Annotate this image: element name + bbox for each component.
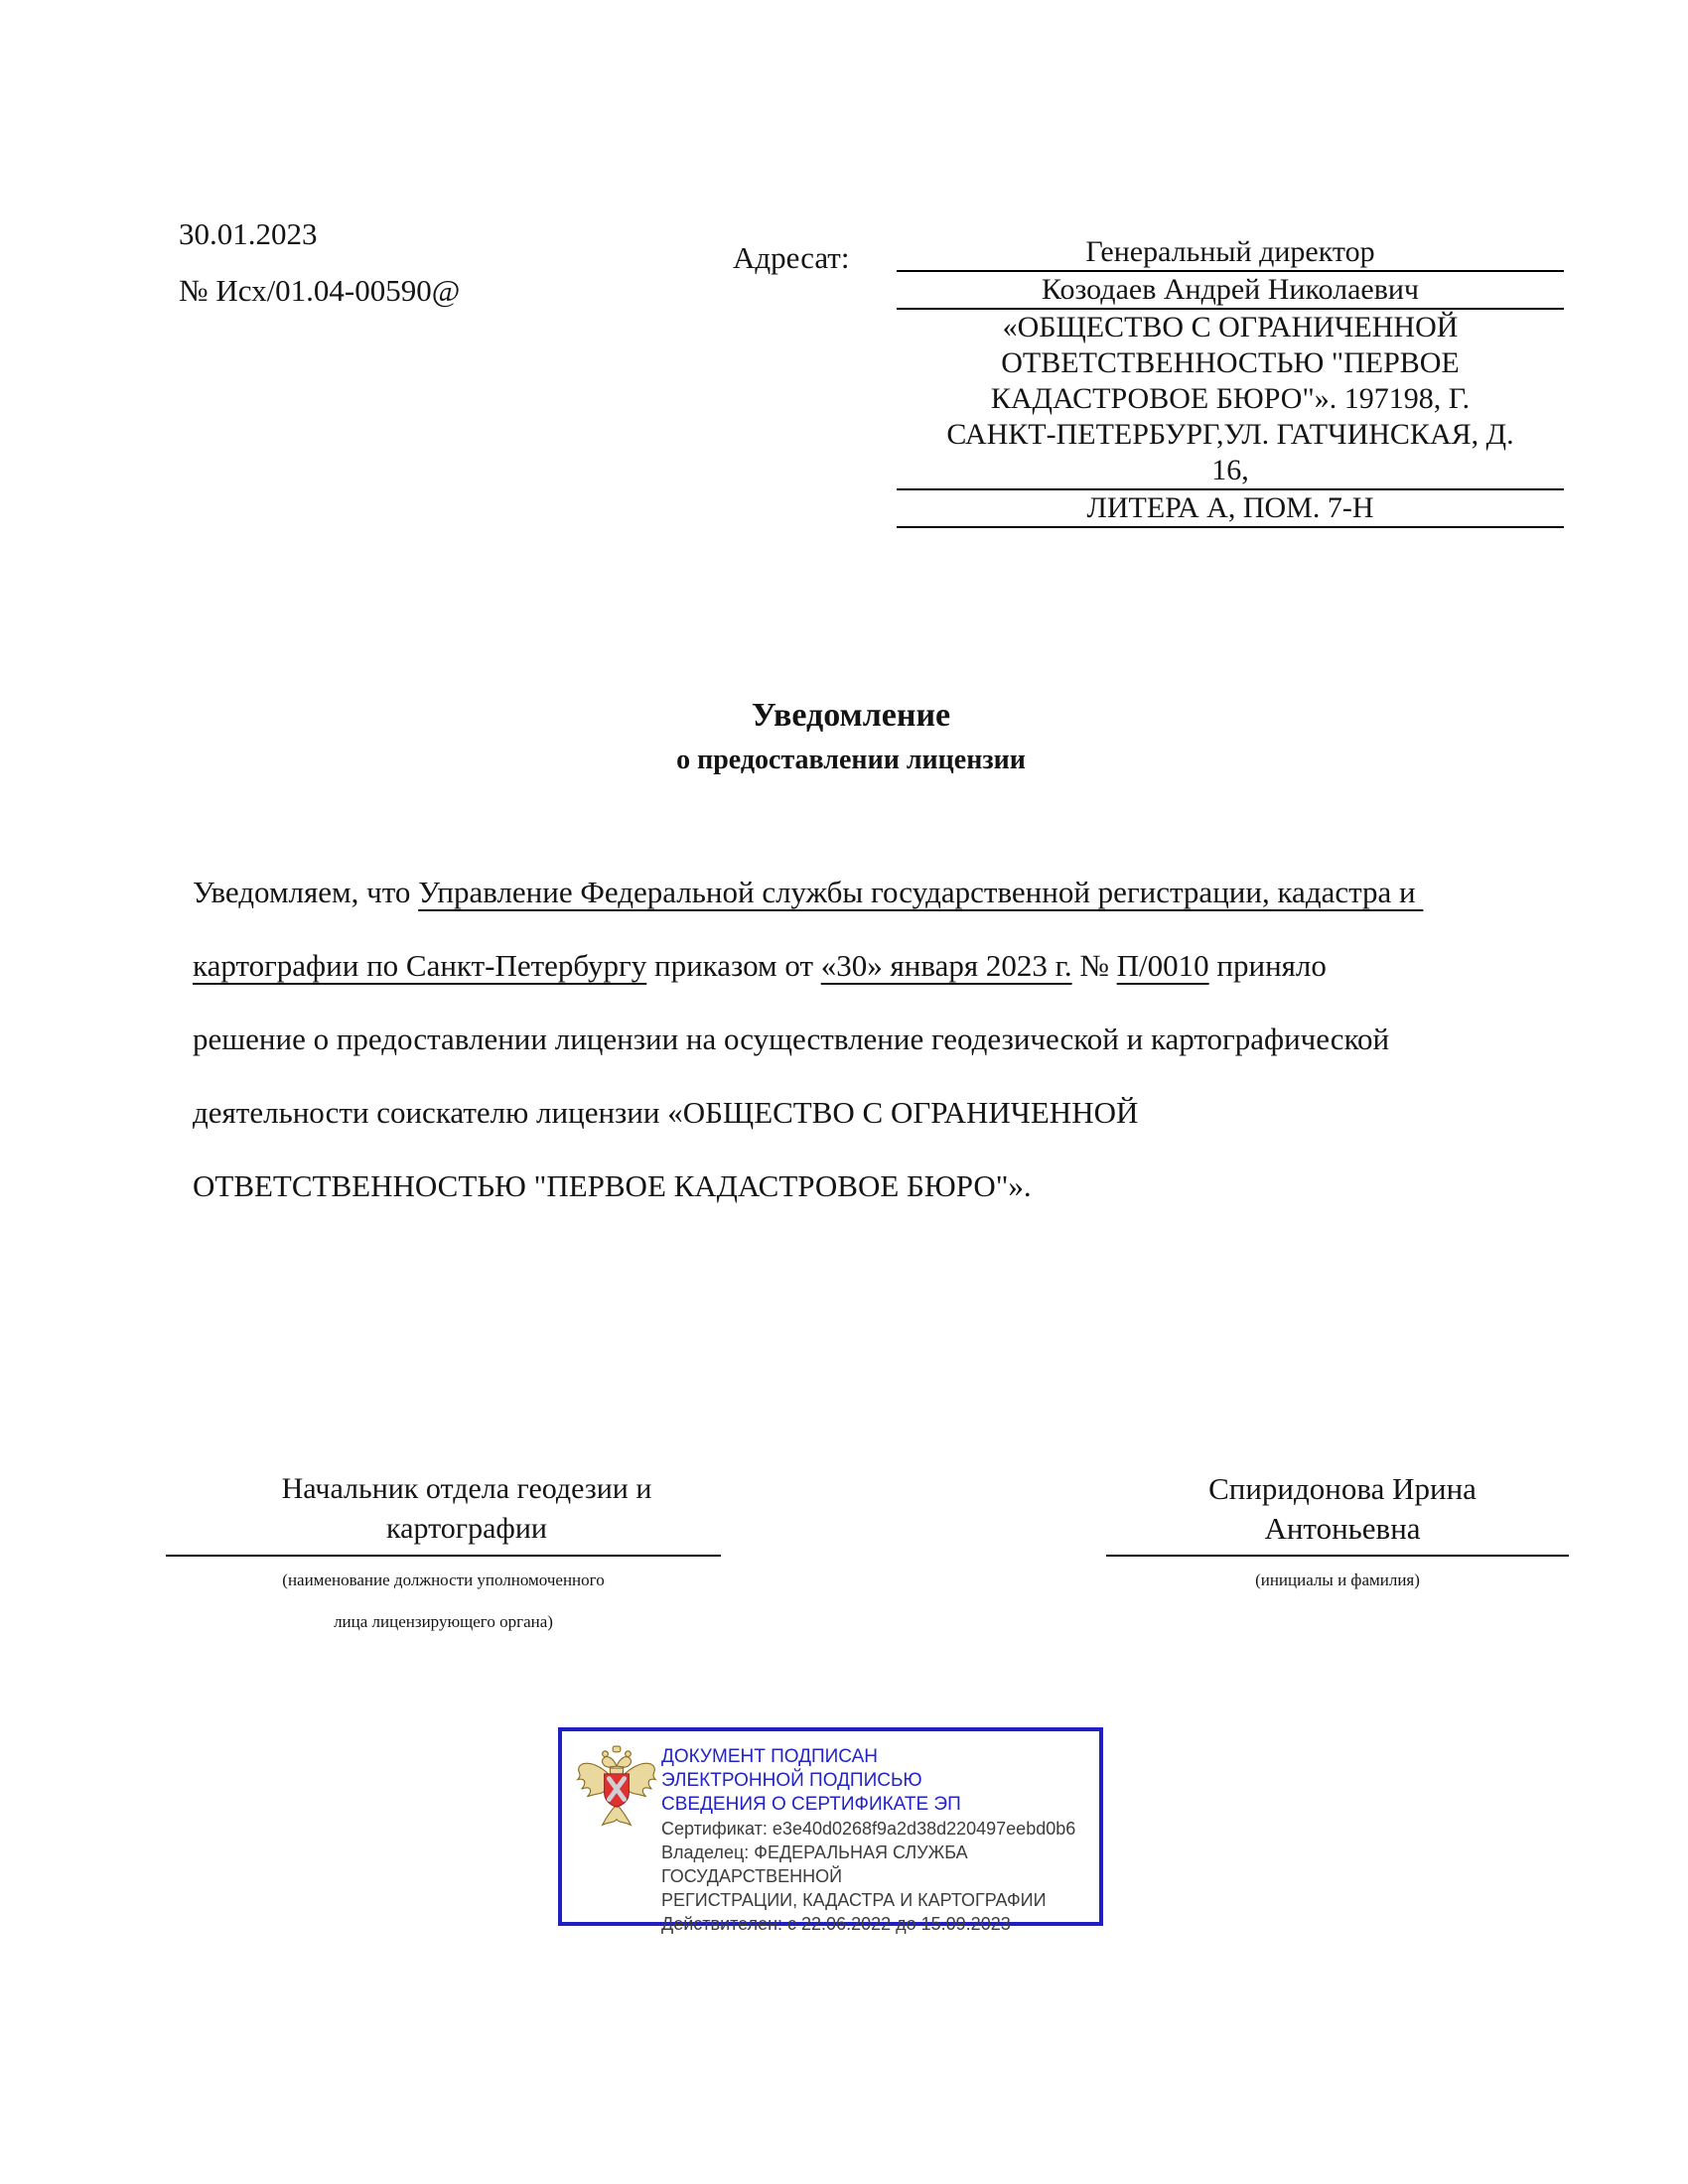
addressee-address-line: КАДАСТРОВОЕ БЮРО"». 197198, Г.: [990, 382, 1471, 415]
stamp-validity: Действителен: с 22.06.2022 до 15.09.2023: [661, 1914, 1011, 1934]
addressee-address: [897, 310, 1564, 490]
signature-position-title: Начальник отдела геодезии и картографии: [281, 1472, 652, 1545]
body-text-underlined-authority: картографии по Санкт-Петербургу: [193, 948, 647, 983]
body-paragraph: [193, 856, 1523, 1223]
outgoing-number: № Исх/01.04-00590@: [179, 273, 461, 308]
stamp-text-block: [661, 1745, 1088, 1936]
signature-line-right: [1106, 1555, 1569, 1557]
stamp-heading-line: ДОКУМЕНТ ПОДПИСАН: [661, 1746, 878, 1767]
addressee-block: [897, 234, 1564, 528]
stamp-certificate: Сертификат: e3e40d0268f9a2d38d220497eebd0b6: [661, 1819, 1076, 1839]
body-text-underlined-date: «30» января 2023 г.: [820, 948, 1072, 983]
body-line: [193, 929, 1523, 1003]
signature-person-name: Спиридонова Ирина Антоньевна: [1208, 1471, 1477, 1546]
electronic-signature-stamp: [558, 1727, 1103, 1934]
body-text-underlined-order-number: П/0010: [1116, 948, 1209, 983]
page-title: Уведомление: [751, 697, 951, 734]
body-text-underlined-authority: Управление Федеральной службы государственной регистрации, кадастра и: [418, 875, 1424, 909]
signature-line-left: [166, 1555, 721, 1557]
body-text-plain: приняло: [1208, 948, 1327, 983]
stamp-heading-line: ЭЛЕКТРОННОЙ ПОДПИСЬЮ: [661, 1770, 922, 1791]
addressee-position: Генеральный директор: [897, 234, 1564, 272]
page-subtitle: о предоставлении лицензии: [676, 745, 1026, 775]
addressee-label: Адресат:: [733, 240, 850, 275]
body-text-plain: №: [1071, 948, 1117, 983]
addressee-address-line: 16,: [1211, 454, 1249, 486]
body-text-plain: приказом от: [646, 948, 821, 983]
addressee-address-line: САНКТ-ПЕТЕРБУРГ,УЛ. ГАТЧИНСКАЯ, Д.: [946, 418, 1514, 451]
body-line: решение о предоставлении лицензии на осуществление геодезической и картографической: [193, 1022, 1390, 1056]
body-line: ОТВЕТСТВЕННОСТЬЮ "ПЕРВОЕ КАДАСТРОВОЕ БЮРО"».: [193, 1168, 1032, 1203]
addressee-address-line: ОТВЕТСТВЕННОСТЬЮ "ПЕРВОЕ: [1001, 346, 1460, 379]
addressee-premises: ЛИТЕРА А, ПОМ. 7-Н: [897, 490, 1564, 528]
rosreestr-emblem-icon: [574, 1743, 659, 1839]
document-date: 30.01.2023: [179, 216, 318, 251]
signature-caption-left-1: (наименование должности уполномоченного: [282, 1570, 605, 1589]
stamp-heading-line: СВЕДЕНИЯ О СЕРТИФИКАТЕ ЭП: [661, 1794, 961, 1815]
body-line: [193, 856, 1523, 929]
addressee-address-line: «ОБЩЕСТВО С ОГРАНИЧЕННОЙ: [1002, 311, 1459, 343]
addressee-name: Козодаев Андрей Николаевич: [897, 272, 1564, 310]
stamp-owner-line: Владелец: ФЕДЕРАЛЬНАЯ СЛУЖБА ГОСУДАРСТВЕННОЙ: [661, 1843, 968, 1886]
signature-caption-left-2: лица лицензирующего органа): [334, 1612, 553, 1631]
body-text-plain: Уведомляем, что: [193, 875, 419, 909]
body-line: деятельности соискателю лицензии «ОБЩЕСТВО С ОГРАНИЧЕННОЙ: [193, 1095, 1139, 1130]
stamp-owner-line: РЕГИСТРАЦИИ, КАДАСТРА И КАРТОГРАФИИ: [661, 1890, 1047, 1910]
signature-caption-right: (инициалы и фамилия): [1255, 1570, 1420, 1589]
